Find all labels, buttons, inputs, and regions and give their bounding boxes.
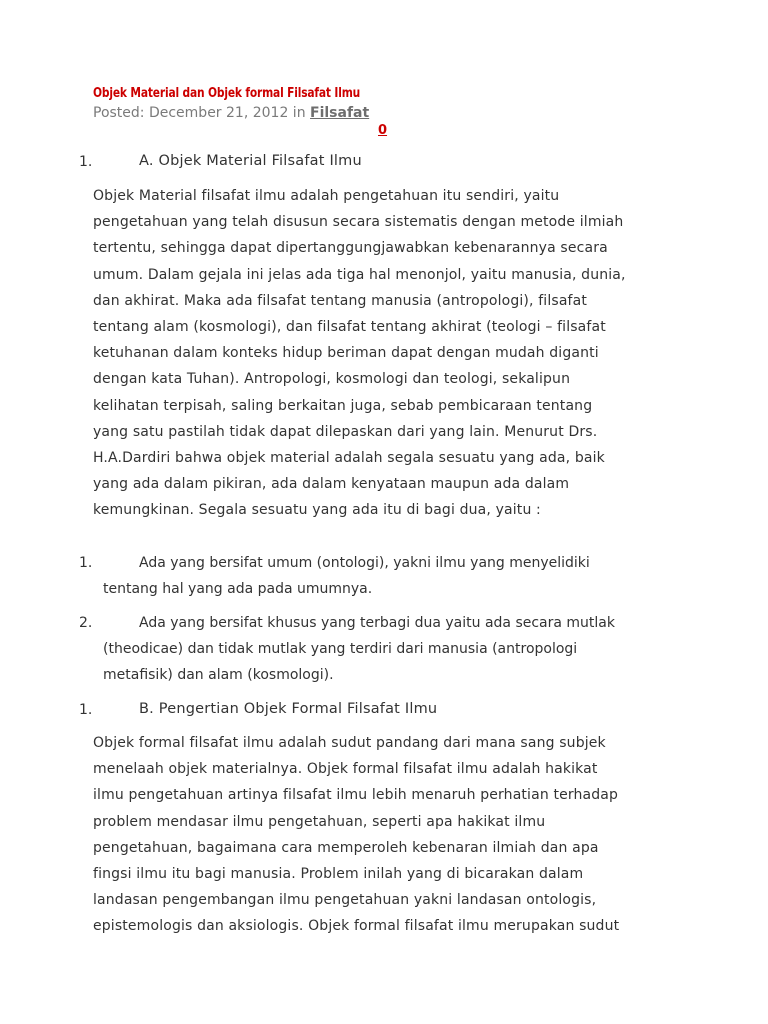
paragraph-line: pengetahuan, bagaimana cara memperoleh kebenaran ilmiah dan apa [93,839,599,856]
section-b-paragraph [93,730,693,940]
paragraph-line: fingsi ilmu itu bagi manusia. Problem inilah yang di bicarakan dalam [93,866,584,883]
paragraph-line: Objek formal filsafat ilmu adalah sudut pandang dari mana sang subjek [93,735,606,751]
paragraph-line: kelihatan terpisah, saling berkaitan juga, sebab pembicaraan tentang [93,397,593,414]
post-title[interactable]: Objek Material dan Objek formal Filsafat Ilmu [93,86,361,101]
posted-date: Posted: December 21, 2012 in [93,105,311,121]
paragraph-line: tertentu, sehingga dapat dipertanggungjawabkan kebenarannya secara [93,240,608,257]
section-a-heading: A. Objek Material Filsafat Ilmu [139,153,362,169]
paragraph-line: ilmu pengetahuan artinya filsafat ilmu lebih menaruh perhatian terhadap [93,787,619,804]
paragraph-line: ketuhanan dalam konteks hidup beriman dapat dengan mudah diganti [93,345,599,362]
paragraph-line: problem mendasar ilmu pengetahuan, seperti apa hakikat ilmu [93,813,546,830]
list-item-1-line: tentang hal yang ada pada umumnya. [103,581,373,597]
section-b-number: 1. [79,702,93,718]
comment-count-link[interactable]: 0 [378,123,388,138]
paragraph-line: kemungkinan. Segala sesuatu yang ada itu di bagi dua, yaitu : [93,502,541,519]
section-a-number: 1. [79,154,93,170]
list-item-2-line: Ada yang bersifat khusus yang terbagi dua yaitu ada secara mutlak [139,615,615,631]
paragraph-line: yang ada dalam pikiran, ada dalam kenyataan maupun ada dalam [93,476,570,493]
paragraph-line: dan akhirat. Maka ada filsafat tentang manusia (antropologi), filsafat [93,292,588,309]
paragraph-line: tentang alam (kosmologi), dan filsafat tentang akhirat (teologi – filsafat [93,319,606,336]
category-link[interactable]: Filsafat [310,105,370,121]
paragraph-line: H.A.Dardiri bahwa objek material adalah segala sesuatu yang ada, baik [93,450,605,467]
paragraph-line: umum. Dalam gejala ini jelas ada tiga hal menonjol, yaitu manusia, dunia, [93,266,626,283]
paragraph-line: epistemologis dan aksiologis. Objek formal filsafat ilmu merupakan sudut [93,918,620,935]
list-item-2-number: 2. [79,615,93,631]
list-item-2-line: metafisik) dan alam (kosmologi). [103,667,334,683]
list-item-1-line: Ada yang bersifat umum (ontologi), yakni ilmu yang menyelidiki [139,555,590,571]
list-item-2-line: (theodicae) dan tidak mutlak yang terdiri dari manusia (antropologi [103,641,578,657]
paragraph-line: menelaah objek materialnya. Objek formal filsafat ilmu adalah hakikat [93,761,598,778]
list-item-1-number: 1. [79,555,93,571]
post-meta [93,105,369,121]
paragraph-line: Objek Material filsafat ilmu adalah pengetahuan itu sendiri, yaitu [93,188,560,204]
section-b-heading: B. Pengertian Objek Formal Filsafat Ilmu [139,701,438,717]
section-a-paragraph [93,183,693,524]
paragraph-line: landasan pengembangan ilmu pengetahuan yakni landasan ontologis, [93,892,597,909]
paragraph-line: yang satu pastilah tidak dapat dilepaskan dari yang lain. Menurut Drs. [93,423,598,440]
paragraph-line: dengan kata Tuhan). Antropologi, kosmologi dan teologi, sekalipun [93,371,571,388]
paragraph-line: pengetahuan yang telah disusun secara sistematis dengan metode ilmiah [93,214,624,231]
